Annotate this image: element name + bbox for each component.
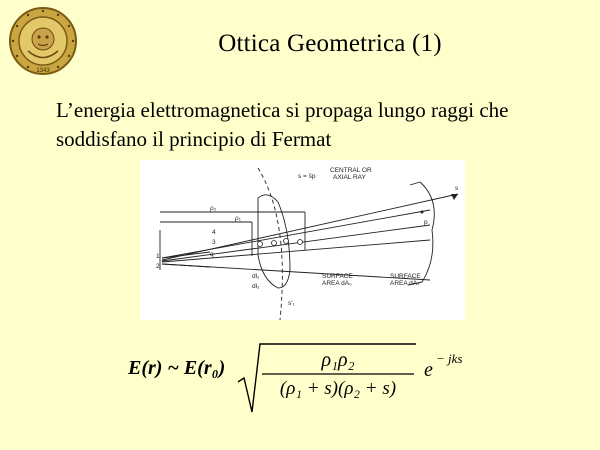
field-formula: [120, 330, 480, 420]
university-seal-icon: [8, 6, 78, 76]
label-central-ray: CENTRAL OR: [330, 167, 372, 174]
label-dl2: dl₂: [252, 283, 260, 290]
arrow-head-icon: [451, 194, 458, 200]
formula-exp-power: − jks: [436, 351, 463, 366]
label-surface2-b: AREA dAₛ: [390, 280, 420, 287]
slide-title: Ottica Geometrica (1): [218, 30, 442, 57]
ray-tube-diagram: [140, 160, 465, 320]
label-axial-ray: AXIAL RAY: [333, 174, 366, 181]
formula-denominator: (ρ₁ + s)(ρ₂ + s): [279, 378, 397, 399]
label-rho1: ρ₁: [235, 215, 241, 222]
wavefront-surface-s: [420, 182, 434, 282]
label-q: q: [210, 251, 214, 258]
label-arrow-s: s: [455, 185, 459, 192]
label-surface1-a: SURFACE: [322, 273, 353, 280]
formula-numerator: ρ₁ρ₂: [321, 349, 355, 371]
point-q: [258, 242, 263, 247]
seal-year: 1343: [36, 68, 50, 74]
label-rho2: ρ₂: [210, 205, 217, 212]
label-s-prime: s'₁: [288, 300, 295, 307]
formula-exp-base: e: [424, 359, 433, 381]
label-pt3: 3: [212, 239, 216, 246]
label-surface2-a: SURFACE: [390, 273, 421, 280]
label-p: p: [424, 219, 428, 226]
label-s-eq: s = s̄p: [298, 173, 316, 180]
label-pt2: 2: [156, 263, 160, 270]
point-p: [421, 211, 424, 214]
label-surface1-b: AREA dA₀: [322, 280, 352, 287]
slide-body-text: L’energia elettromagnetica si propaga lungo raggi che soddisfano il principio di Fermat: [56, 98, 509, 151]
label-pt4: 4: [212, 229, 216, 236]
label-dl1: dl₁: [252, 273, 260, 280]
formula-lhs: E(r) ~ E(r₀): [128, 357, 226, 379]
label-pt1: 1: [156, 253, 160, 260]
